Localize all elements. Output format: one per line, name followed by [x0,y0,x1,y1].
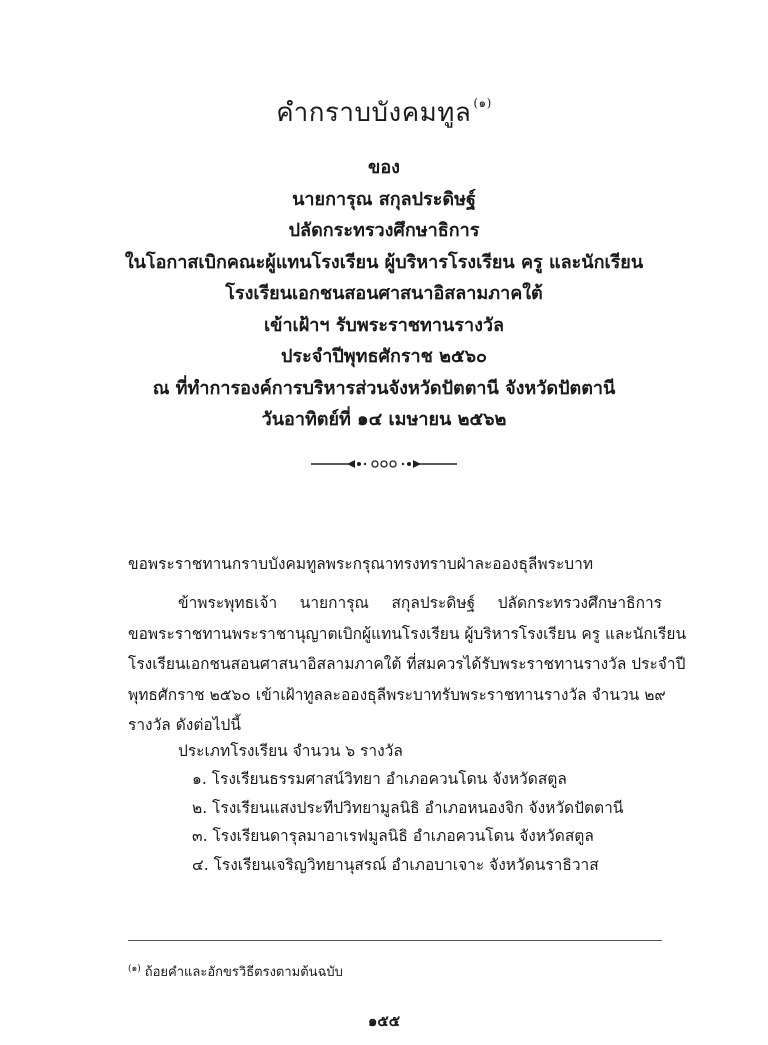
heading-line: วันอาทิตย์ที่ ๑๔ เมษายน ๒๕๖๒ [261,409,507,430]
heading-line: นายการุณ สกุลประดิษฐ์ [292,188,476,210]
heading-block [60,152,708,436]
heading-line: ในโอกาสเบิกคณะผู้แทนโรงเรียน ผู้บริหารโรงเรียน ครู และนักเรียน [124,251,644,273]
ornament-divider [0,456,768,476]
heading-line: ปลัดกระทรวงศึกษาธิการ [288,220,480,241]
ornament-divider-graphic [309,456,459,472]
page-number: ๑๕๕ [367,1012,401,1030]
list-item: ๔. โรงเรียนเจริญวิทยานุสรณ์ อำเภอบาเจาะ จังหวัดนราธิวาส [192,855,599,874]
footnote-mark: (๑) [128,964,141,974]
list-item: ๓. โรงเรียนดารุลมาอาเรฟมูลนิธิ อำเภอควนโดน จังหวัดสตูล [192,827,594,845]
title-text: คำกราบบังคมทูล [276,98,472,128]
list-item: ๒. โรงเรียนแสงประทีปวิทยามูลนิธิ อำเภอหนองจิก จังหวัดปัตตานี [192,798,624,817]
salutation: ขอพระราชทานกราบบังคมทูลพระกรุณาทรงทราบฝ่าละอองธุลีพระบาท [128,555,594,573]
body-line: พุทธศักราช ๒๕๖๐ เข้าเฝ้าทูลละอองธุลีพระบาทรับพระราชทานรางวัล จำนวน ๒๙ [128,685,666,704]
heading-line: ของ [368,157,400,178]
body-line: โรงเรียนเอกชนสอนศาสนาอิสลามภาคใต้ ที่สมควรได้รับพระราชทานรางวัล ประจำปี [128,655,686,673]
body-line: ข้าพระพุทธเจ้า นายการุณ สกุลประดิษฐ์ ปลัดกระทรวงศึกษาธิการ [178,594,662,612]
school-list [192,765,623,879]
heading-line: ประจำปีพุทธศักราช ๒๕๖๐ [280,346,488,367]
award-category: ประเภทโรงเรียน จำนวน ๖ รางวัล [178,742,403,760]
body-paragraph [128,588,687,741]
body-line: รางวัล ดังต่อไปนี้ [128,716,241,734]
list-item: ๑. โรงเรียนธรรมศาสน์วิทยา อำเภอควนโดน จังหวัดสตูล [192,770,567,788]
footnote-text: ถ้อยคำและอักขรวิธีตรงตามต้นฉบับ [144,965,343,980]
footnote-divider [128,940,662,941]
body-line: ขอพระราชทานพระราชานุญาตเบิกผู้แทนโรงเรียน ผู้บริหารโรงเรียน ครู และนักเรียน [128,624,687,643]
page-title [0,92,768,133]
heading-line: โรงเรียนเอกชนสอนศาสนาอิสลามภาคใต้ [225,283,543,304]
title-footnote-mark: (๑) [473,96,492,110]
heading-line: เข้าเฝ้าฯ รับพระราชทานรางวัล [263,314,504,336]
heading-line: ณ ที่ทำการองค์การบริหารส่วนจังหวัดปัตตานี จังหวัดปัตตานี [152,377,616,399]
footnote [128,961,343,982]
